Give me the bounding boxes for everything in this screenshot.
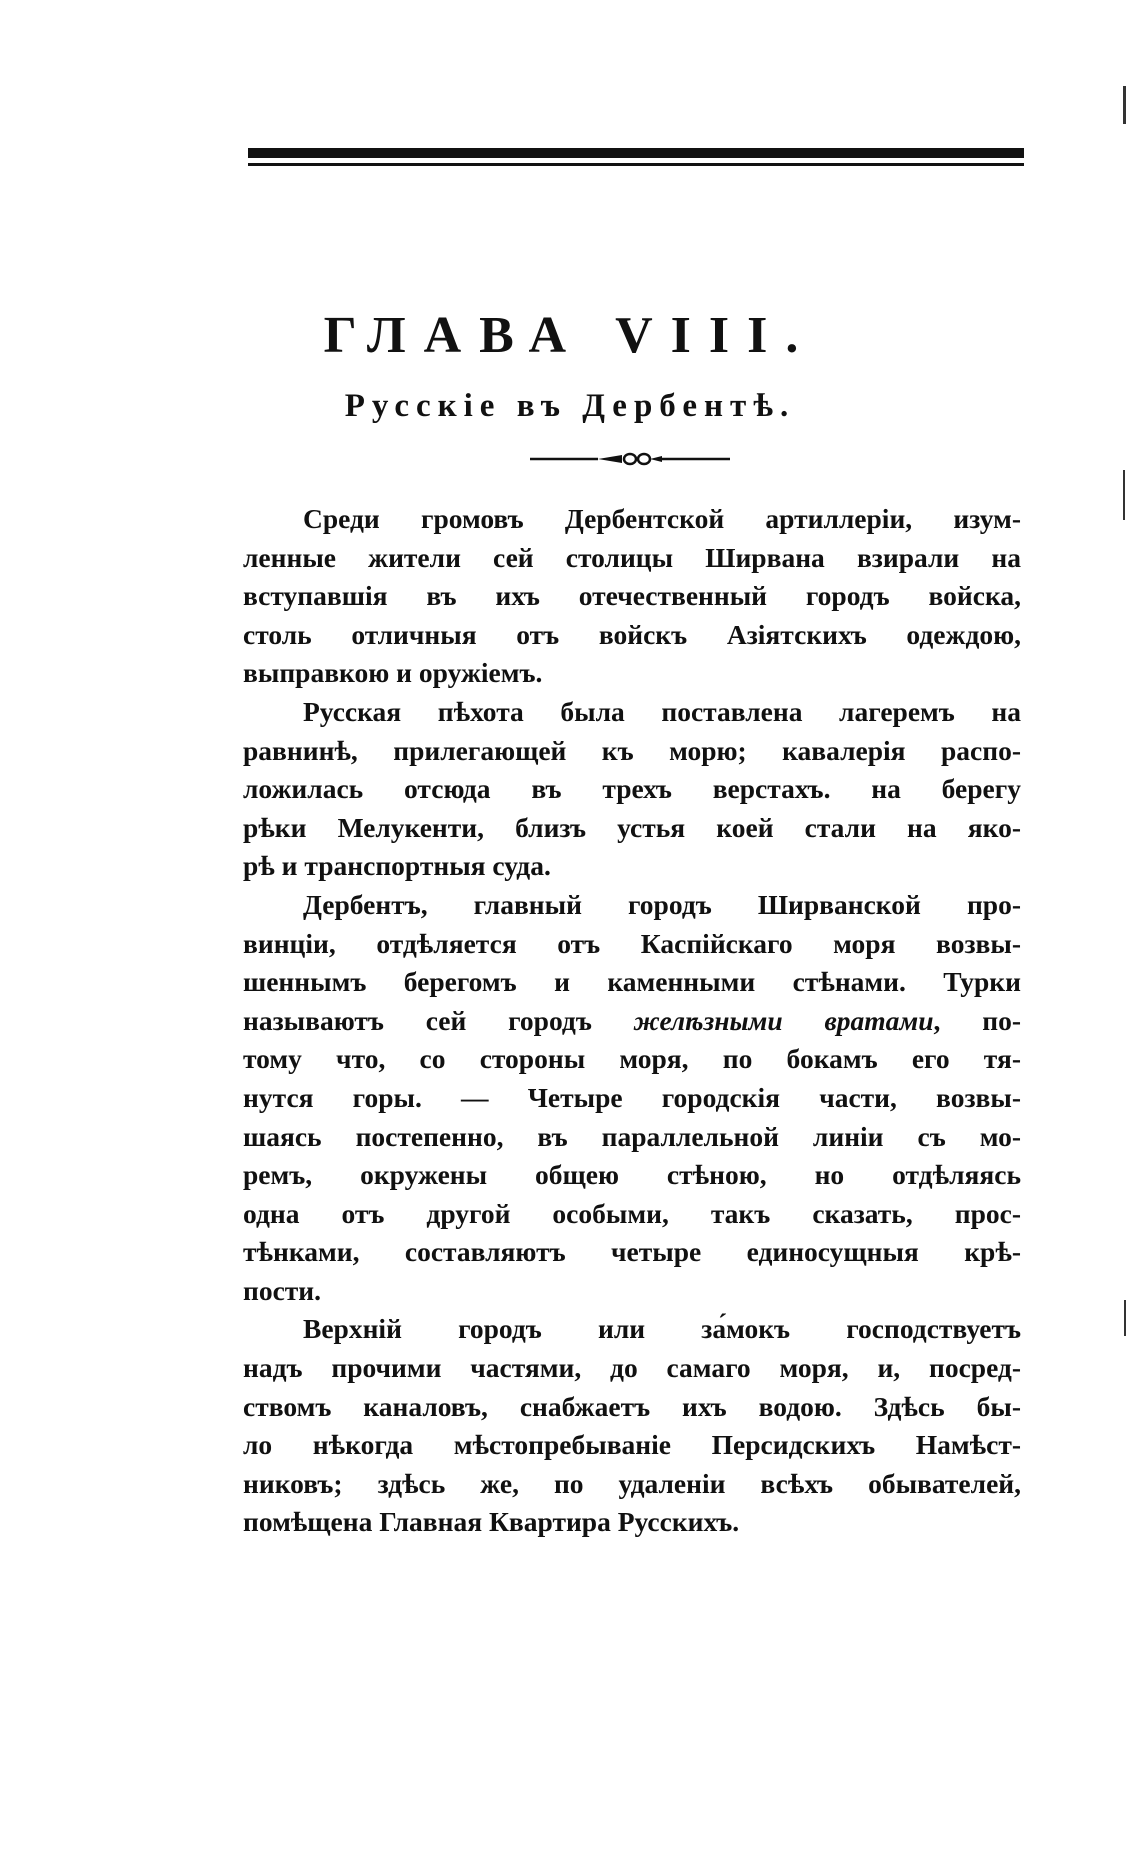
text-line: рѣки Мелукенти, близъ устья коей стали на яко-: [243, 811, 1021, 843]
text-line-with-italic: [243, 1002, 1021, 1041]
scan-edge-mark: [1123, 470, 1125, 520]
scan-edge-mark: [1123, 86, 1126, 124]
text-line: шеннымъ берегомъ и каменными стѣнами. Турки: [243, 966, 1021, 998]
text-line: помѣщена Главная Квартира Русскихъ.: [243, 1506, 740, 1538]
text-segment: называютъ сей городъ: [243, 1004, 634, 1036]
paragraph-3: [243, 886, 1021, 1311]
text-line: Русская пѣхота была поставлена лагеремъ на: [303, 695, 1021, 727]
text-line: шаясь постепенно, въ параллельной линіи съ мо-: [243, 1120, 1021, 1152]
text-line: одна отъ другой особыми, такъ сказать, прос-: [243, 1197, 1021, 1229]
text-line: выправкою и оружіемъ.: [243, 657, 543, 689]
text-line: Среди громовъ Дербентской артиллеріи, изум-: [303, 503, 1021, 534]
ornament-divider: [530, 452, 730, 466]
text-line: ремъ, окружены общею стѣною, но отдѣляясь: [243, 1159, 1021, 1191]
header-rule-thin: [248, 163, 1024, 166]
text-line: ленные жители сей столицы Ширвана взирали на: [243, 541, 1021, 573]
text-line: тѣнками, составляютъ четыре единосущныя крѣ-: [243, 1236, 1021, 1268]
scan-edge-mark: [1124, 1300, 1126, 1336]
text-line: рѣ и транспортныя суда.: [243, 850, 551, 882]
text-line: ло нѣкогда мѣстопребываніе Персидскихъ Намѣст-: [243, 1429, 1021, 1461]
text-line: ствомъ каналовъ, снабжаетъ ихъ водою. Здѣсь бы-: [243, 1390, 1021, 1422]
text-line: равнинѣ, прилегающей къ морю; кавалерія распо-: [243, 734, 1021, 766]
text-line: пости.: [243, 1274, 322, 1306]
text-line: вступавшія въ ихъ отечественный городъ войска,: [243, 580, 1021, 612]
text-line: нутся горы. — Четыре городскія части, возвы-: [243, 1081, 1021, 1113]
text-line: никовъ; здѣсь же, по удаленіи всѣхъ обывателей,: [243, 1467, 1021, 1499]
chapter-title: ГЛАВА VIII.: [323, 307, 817, 364]
paragraph-4: [243, 1310, 1021, 1542]
paragraph-1: [243, 500, 1021, 693]
text-line: тому что, со стороны моря, по бокамъ его тя-: [243, 1043, 1021, 1075]
text-line: столь отличныя отъ войскъ Азіятскихъ одеждою,: [243, 618, 1021, 650]
paragraph-2: [243, 693, 1021, 886]
chapter-subtitle: Русскіе въ Дербентѣ.: [344, 388, 796, 424]
text-line: надъ прочими частями, до самаго моря, и, посред-: [243, 1352, 1021, 1384]
text-segment: , по-: [933, 1004, 1021, 1036]
text-line: Дербентъ, главный городъ Ширванской про-: [303, 888, 1021, 920]
chapter-body: [243, 500, 1021, 1542]
text-line: винціи, отдѣляется отъ Каспійскаго моря возвы-: [243, 927, 1021, 959]
text-line: ложилась отсюда въ трехъ верстахъ. на берегу: [243, 773, 1021, 805]
header-rule-thick: [248, 148, 1024, 158]
italic-phrase: желѣзными вратами: [633, 1004, 934, 1036]
text-line: Верхній городъ или за́мокъ господствуетъ: [303, 1313, 1021, 1345]
